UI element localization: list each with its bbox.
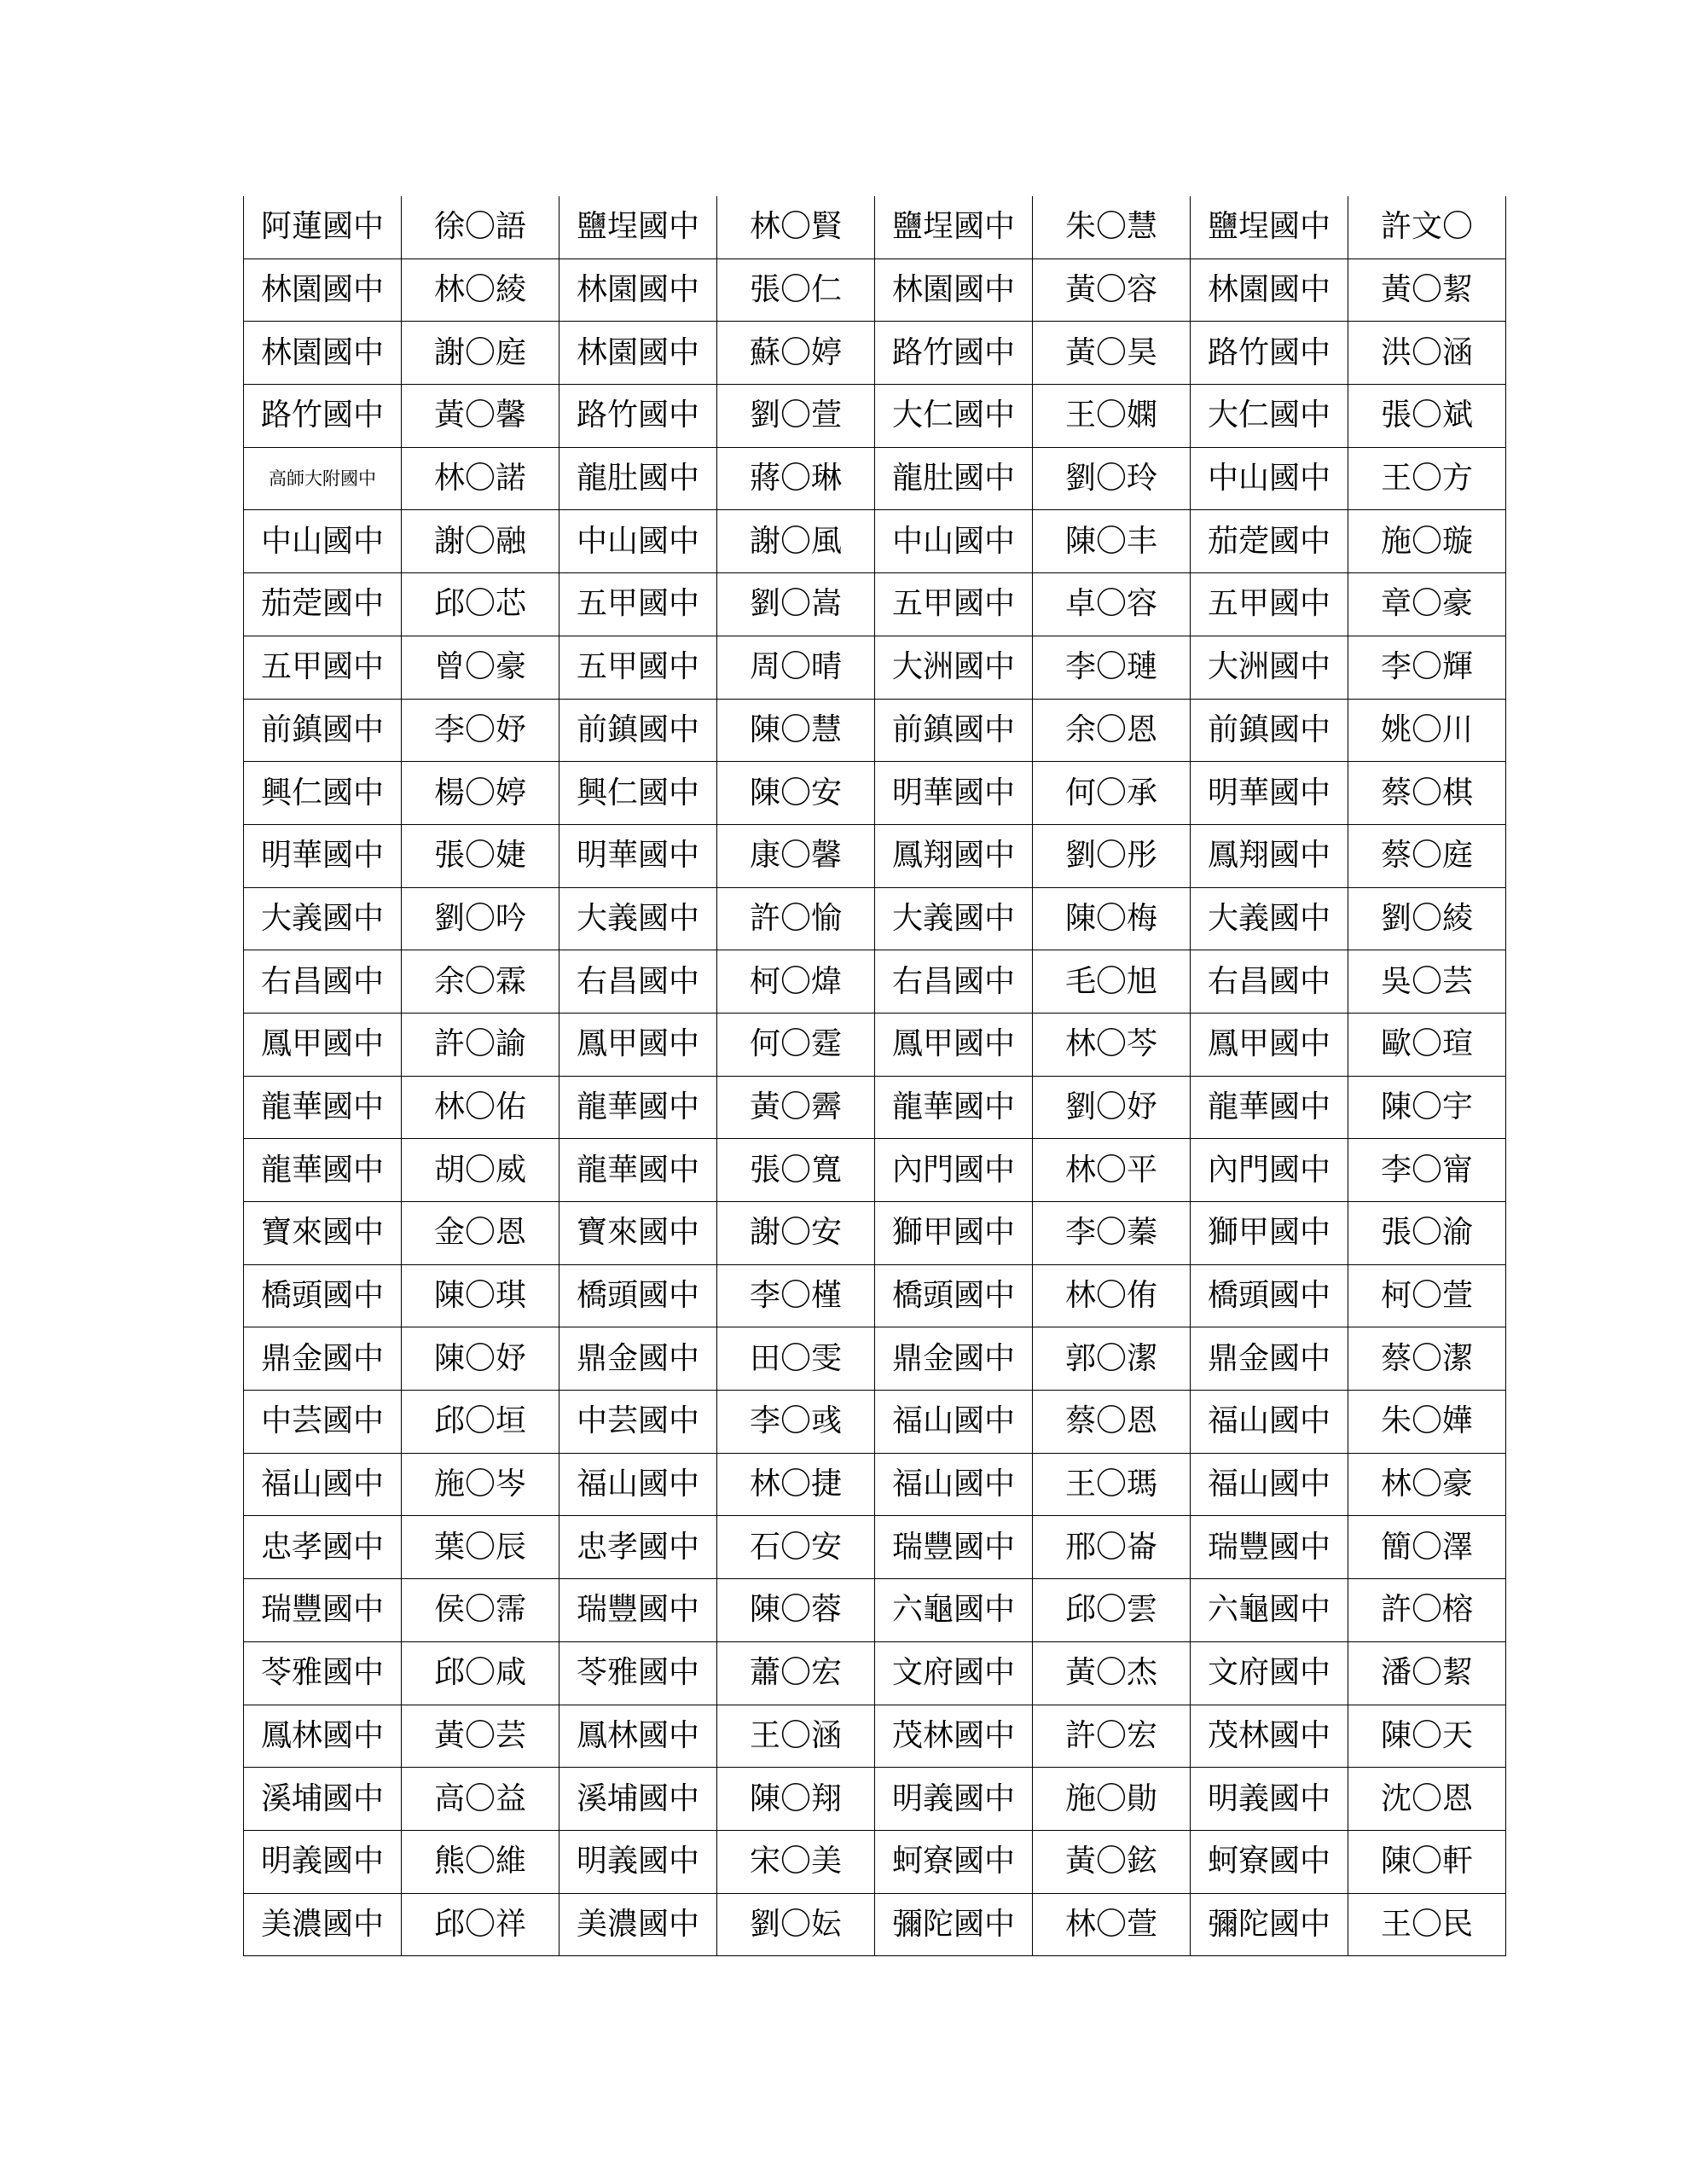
student-name-cell: 劉〇玲 <box>1033 447 1191 510</box>
student-name-cell: 劉〇妘 <box>717 1893 875 1956</box>
school-name-cell: 茄萣國中 <box>1191 510 1348 573</box>
student-name-cell: 蘇〇婷 <box>717 322 875 385</box>
student-name-cell: 蕭〇宏 <box>717 1641 875 1705</box>
school-name-cell: 大義國中 <box>1191 887 1348 950</box>
student-name-cell: 陳〇宇 <box>1348 1076 1506 1139</box>
student-name-cell: 章〇豪 <box>1348 573 1506 636</box>
student-name-cell: 謝〇融 <box>402 510 559 573</box>
student-name-cell: 張〇渝 <box>1348 1202 1506 1265</box>
student-name-cell: 李〇妤 <box>402 699 559 762</box>
student-name-cell: 康〇馨 <box>717 824 875 887</box>
student-name-cell: 邢〇崙 <box>1033 1516 1191 1579</box>
student-name-cell: 熊〇維 <box>402 1830 559 1893</box>
school-name-cell: 茂林國中 <box>1191 1705 1348 1768</box>
student-name-cell: 劉〇嵩 <box>717 573 875 636</box>
student-name-cell: 王〇瑪 <box>1033 1453 1191 1516</box>
student-name-cell: 陳〇軒 <box>1348 1830 1506 1893</box>
student-name-cell: 張〇斌 <box>1348 385 1506 448</box>
student-name-cell: 謝〇安 <box>717 1202 875 1265</box>
student-name-cell: 陳〇慧 <box>717 699 875 762</box>
school-name-cell: 明義國中 <box>244 1830 402 1893</box>
school-name-cell: 五甲國中 <box>559 636 717 699</box>
student-name-cell: 劉〇綾 <box>1348 887 1506 950</box>
school-name-cell: 鹽埕國中 <box>875 196 1033 258</box>
school-name-cell: 中山國中 <box>1191 447 1348 510</box>
school-name-cell: 路竹國中 <box>1191 322 1348 385</box>
school-name-cell: 鼎金國中 <box>559 1327 717 1391</box>
student-name-cell: 楊〇婷 <box>402 762 559 825</box>
table-row <box>244 824 1506 887</box>
school-name-cell: 鳳翔國中 <box>1191 824 1348 887</box>
school-name-cell: 內門國中 <box>875 1139 1033 1202</box>
student-name-cell: 劉〇妤 <box>1033 1076 1191 1139</box>
student-name-cell: 林〇賢 <box>717 196 875 258</box>
student-name-cell: 施〇岑 <box>402 1453 559 1516</box>
school-name-cell: 文府國中 <box>875 1641 1033 1705</box>
school-name-cell: 福山國中 <box>875 1391 1033 1454</box>
table-row <box>244 258 1506 322</box>
school-name-cell: 龍華國中 <box>559 1076 717 1139</box>
school-name-cell: 福山國中 <box>1191 1453 1348 1516</box>
school-name-cell: 寶來國中 <box>559 1202 717 1265</box>
school-name-cell: 大仁國中 <box>875 385 1033 448</box>
school-name-cell: 鳳翔國中 <box>875 824 1033 887</box>
school-name-cell: 路竹國中 <box>244 385 402 448</box>
school-name-cell: 鳳甲國中 <box>244 1013 402 1076</box>
student-name-cell: 卓〇容 <box>1033 573 1191 636</box>
student-name-cell: 邱〇垣 <box>402 1391 559 1454</box>
school-name-cell: 五甲國中 <box>1191 573 1348 636</box>
student-name-cell: 郭〇潔 <box>1033 1327 1191 1391</box>
student-name-cell: 陳〇梅 <box>1033 887 1191 950</box>
table-row <box>244 1579 1506 1642</box>
school-name-cell: 明華國中 <box>244 824 402 887</box>
table-row <box>244 1768 1506 1831</box>
student-name-cell: 石〇安 <box>717 1516 875 1579</box>
table-row <box>244 573 1506 636</box>
student-name-cell: 張〇仁 <box>717 258 875 322</box>
student-name-cell: 何〇承 <box>1033 762 1191 825</box>
table-row <box>244 1076 1506 1139</box>
student-name-cell: 沈〇恩 <box>1348 1768 1506 1831</box>
school-name-cell: 右昌國中 <box>875 950 1033 1014</box>
school-name-cell: 興仁國中 <box>244 762 402 825</box>
table-row <box>244 1391 1506 1454</box>
table-row <box>244 385 1506 448</box>
school-name-cell: 中山國中 <box>559 510 717 573</box>
table-row <box>244 1705 1506 1768</box>
student-name-cell: 邱〇咸 <box>402 1641 559 1705</box>
student-name-cell: 李〇璉 <box>1033 636 1191 699</box>
school-name-cell: 明華國中 <box>875 762 1033 825</box>
table-row <box>244 1830 1506 1893</box>
student-name-cell: 李〇蓁 <box>1033 1202 1191 1265</box>
student-name-cell: 黃〇杰 <box>1033 1641 1191 1705</box>
school-name-cell: 溪埔國中 <box>559 1768 717 1831</box>
student-name-cell: 余〇恩 <box>1033 699 1191 762</box>
student-name-cell: 高〇益 <box>402 1768 559 1831</box>
school-name-cell: 前鎮國中 <box>559 699 717 762</box>
school-name-cell: 中山國中 <box>875 510 1033 573</box>
school-name-cell: 鳳林國中 <box>559 1705 717 1768</box>
school-name-cell: 溪埔國中 <box>244 1768 402 1831</box>
student-name-cell: 侯〇霈 <box>402 1579 559 1642</box>
table-row <box>244 1202 1506 1265</box>
school-name-cell: 龍華國中 <box>244 1139 402 1202</box>
student-name-cell: 劉〇吟 <box>402 887 559 950</box>
student-name-cell: 劉〇彤 <box>1033 824 1191 887</box>
student-name-cell: 蔣〇琳 <box>717 447 875 510</box>
student-name-cell: 胡〇威 <box>402 1139 559 1202</box>
school-name-cell: 路竹國中 <box>559 385 717 448</box>
school-name-cell: 前鎮國中 <box>244 699 402 762</box>
student-name-cell: 黃〇芸 <box>402 1705 559 1768</box>
student-name-cell: 邱〇祥 <box>402 1893 559 1956</box>
student-name-cell: 李〇輝 <box>1348 636 1506 699</box>
student-name-cell: 蔡〇潔 <box>1348 1327 1506 1391</box>
school-name-cell: 瑞豐國中 <box>559 1579 717 1642</box>
school-name-cell: 中芸國中 <box>244 1391 402 1454</box>
student-name-cell: 張〇婕 <box>402 824 559 887</box>
school-name-cell: 大義國中 <box>559 887 717 950</box>
school-name-cell: 瑞豐國中 <box>875 1516 1033 1579</box>
student-name-cell: 陳〇安 <box>717 762 875 825</box>
school-name-cell: 右昌國中 <box>244 950 402 1014</box>
student-name-cell: 林〇佑 <box>402 1076 559 1139</box>
table-row <box>244 1139 1506 1202</box>
school-name-cell: 大洲國中 <box>875 636 1033 699</box>
student-name-cell: 林〇平 <box>1033 1139 1191 1202</box>
table-row <box>244 1327 1506 1391</box>
table-row <box>244 196 1506 258</box>
table-row <box>244 699 1506 762</box>
student-name-cell: 蔡〇棋 <box>1348 762 1506 825</box>
student-name-cell: 黃〇馨 <box>402 385 559 448</box>
school-name-cell: 龍華國中 <box>875 1076 1033 1139</box>
school-name-cell: 美濃國中 <box>244 1893 402 1956</box>
table-row <box>244 636 1506 699</box>
school-name-cell: 鼎金國中 <box>244 1327 402 1391</box>
school-name-cell: 蚵寮國中 <box>875 1830 1033 1893</box>
school-name-cell: 中山國中 <box>244 510 402 573</box>
school-name-cell: 橋頭國中 <box>875 1264 1033 1327</box>
table-row <box>244 950 1506 1014</box>
school-name-cell: 五甲國中 <box>559 573 717 636</box>
student-name-cell: 葉〇辰 <box>402 1516 559 1579</box>
student-name-cell: 許〇諭 <box>402 1013 559 1076</box>
school-name-cell: 六龜國中 <box>1191 1579 1348 1642</box>
school-name-cell: 茂林國中 <box>875 1705 1033 1768</box>
school-name-cell: 明義國中 <box>559 1830 717 1893</box>
student-name-cell: 李〇槿 <box>717 1264 875 1327</box>
student-name-cell: 柯〇煒 <box>717 950 875 1014</box>
student-name-cell: 許〇宏 <box>1033 1705 1191 1768</box>
school-name-cell: 明華國中 <box>559 824 717 887</box>
school-name-cell: 興仁國中 <box>559 762 717 825</box>
school-name-cell: 福山國中 <box>559 1453 717 1516</box>
student-name-cell: 許〇榕 <box>1348 1579 1506 1642</box>
student-name-cell: 曾〇豪 <box>402 636 559 699</box>
student-name-cell: 余〇霖 <box>402 950 559 1014</box>
student-name-cell: 黃〇霽 <box>717 1076 875 1139</box>
student-name-cell: 林〇侑 <box>1033 1264 1191 1327</box>
school-name-cell: 右昌國中 <box>1191 950 1348 1014</box>
student-name-cell: 陳〇琪 <box>402 1264 559 1327</box>
student-name-cell: 黃〇絜 <box>1348 258 1506 322</box>
student-name-cell: 林〇豪 <box>1348 1453 1506 1516</box>
student-name-cell: 洪〇涵 <box>1348 322 1506 385</box>
school-name-cell: 鳳林國中 <box>244 1705 402 1768</box>
school-name-cell: 寶來國中 <box>244 1202 402 1265</box>
student-name-cell: 林〇綾 <box>402 258 559 322</box>
student-roster-table <box>243 196 1506 1956</box>
student-name-cell: 何〇霆 <box>717 1013 875 1076</box>
school-name-cell: 鹽埕國中 <box>1191 196 1348 258</box>
student-name-cell: 施〇勛 <box>1033 1768 1191 1831</box>
student-name-cell: 簡〇澤 <box>1348 1516 1506 1579</box>
student-name-cell: 李〇彧 <box>717 1391 875 1454</box>
school-name-cell: 大仁國中 <box>1191 385 1348 448</box>
student-name-cell: 姚〇川 <box>1348 699 1506 762</box>
school-name-cell: 大義國中 <box>244 887 402 950</box>
table-row <box>244 1893 1506 1956</box>
school-name-cell: 林園國中 <box>875 258 1033 322</box>
table-row <box>244 1453 1506 1516</box>
student-name-cell: 宋〇美 <box>717 1830 875 1893</box>
table-row <box>244 1013 1506 1076</box>
student-name-cell: 朱〇嬅 <box>1348 1391 1506 1454</box>
school-name-cell: 獅甲國中 <box>1191 1202 1348 1265</box>
student-name-cell: 黃〇容 <box>1033 258 1191 322</box>
student-name-cell: 王〇嫻 <box>1033 385 1191 448</box>
school-name-cell: 橋頭國中 <box>559 1264 717 1327</box>
student-name-cell: 林〇芩 <box>1033 1013 1191 1076</box>
school-name-cell: 大義國中 <box>875 887 1033 950</box>
student-name-cell: 柯〇萱 <box>1348 1264 1506 1327</box>
school-name-cell: 右昌國中 <box>559 950 717 1014</box>
school-name-cell: 忠孝國中 <box>244 1516 402 1579</box>
table-row <box>244 762 1506 825</box>
school-name-cell: 福山國中 <box>244 1453 402 1516</box>
table-row <box>244 447 1506 510</box>
student-name-cell: 李〇甯 <box>1348 1139 1506 1202</box>
student-name-cell: 陳〇天 <box>1348 1705 1506 1768</box>
school-name-cell: 五甲國中 <box>875 573 1033 636</box>
school-name-cell: 明義國中 <box>1191 1768 1348 1831</box>
student-name-cell: 王〇涵 <box>717 1705 875 1768</box>
school-name-cell: 明義國中 <box>875 1768 1033 1831</box>
school-name-cell: 內門國中 <box>1191 1139 1348 1202</box>
school-name-cell: 龍肚國中 <box>559 447 717 510</box>
student-name-cell: 陳〇丰 <box>1033 510 1191 573</box>
student-name-cell: 施〇璇 <box>1348 510 1506 573</box>
school-name-cell: 中芸國中 <box>559 1391 717 1454</box>
student-name-cell: 陳〇翔 <box>717 1768 875 1831</box>
school-name-cell: 苓雅國中 <box>559 1641 717 1705</box>
table-row <box>244 510 1506 573</box>
student-name-cell: 許文〇 <box>1348 196 1506 258</box>
school-name-cell: 阿蓮國中 <box>244 196 402 258</box>
student-name-cell: 朱〇慧 <box>1033 196 1191 258</box>
school-name-cell: 鼎金國中 <box>875 1327 1033 1391</box>
student-name-cell: 蔡〇恩 <box>1033 1391 1191 1454</box>
student-name-cell: 邱〇芯 <box>402 573 559 636</box>
student-name-cell: 黃〇昊 <box>1033 322 1191 385</box>
school-name-cell: 瑞豐國中 <box>244 1579 402 1642</box>
table-row <box>244 1516 1506 1579</box>
school-name-cell: 林園國中 <box>559 258 717 322</box>
student-name-cell: 黃〇鉉 <box>1033 1830 1191 1893</box>
school-name-cell: 鳳甲國中 <box>875 1013 1033 1076</box>
school-name-cell: 林園國中 <box>244 258 402 322</box>
student-name-cell: 張〇寬 <box>717 1139 875 1202</box>
school-name-cell: 龍華國中 <box>1191 1076 1348 1139</box>
student-name-cell: 許〇愉 <box>717 887 875 950</box>
school-name-cell: 鳳甲國中 <box>559 1013 717 1076</box>
student-name-cell: 林〇萱 <box>1033 1893 1191 1956</box>
student-name-cell: 林〇捷 <box>717 1453 875 1516</box>
school-name-cell: 鼎金國中 <box>1191 1327 1348 1391</box>
school-name-cell: 鹽埕國中 <box>559 196 717 258</box>
school-name-cell: 彌陀國中 <box>1191 1893 1348 1956</box>
student-name-cell: 林〇諾 <box>402 447 559 510</box>
school-name-cell: 茄萣國中 <box>244 573 402 636</box>
school-name-cell: 橋頭國中 <box>1191 1264 1348 1327</box>
table-row <box>244 1641 1506 1705</box>
school-name-cell: 福山國中 <box>1191 1391 1348 1454</box>
student-name-cell: 周〇晴 <box>717 636 875 699</box>
student-name-cell: 謝〇庭 <box>402 322 559 385</box>
student-name-cell: 陳〇蓉 <box>717 1579 875 1642</box>
school-name-cell: 瑞豐國中 <box>1191 1516 1348 1579</box>
table-row <box>244 887 1506 950</box>
student-name-cell: 吳〇芸 <box>1348 950 1506 1014</box>
student-name-cell: 陳〇妤 <box>402 1327 559 1391</box>
student-name-cell: 歐〇瑄 <box>1348 1013 1506 1076</box>
school-name-cell: 前鎮國中 <box>875 699 1033 762</box>
student-name-cell: 田〇雯 <box>717 1327 875 1391</box>
student-name-cell: 毛〇旭 <box>1033 950 1191 1014</box>
school-name-cell: 五甲國中 <box>244 636 402 699</box>
school-name-cell: 苓雅國中 <box>244 1641 402 1705</box>
school-name-cell: 橋頭國中 <box>244 1264 402 1327</box>
school-name-cell: 林園國中 <box>1191 258 1348 322</box>
school-name-cell: 六龜國中 <box>875 1579 1033 1642</box>
school-name-cell: 龍華國中 <box>244 1076 402 1139</box>
school-name-cell: 彌陀國中 <box>875 1893 1033 1956</box>
school-name-cell: 鳳甲國中 <box>1191 1013 1348 1076</box>
student-name-cell: 邱〇雲 <box>1033 1579 1191 1642</box>
school-name-cell: 美濃國中 <box>559 1893 717 1956</box>
student-name-cell: 金〇恩 <box>402 1202 559 1265</box>
school-name-cell: 福山國中 <box>875 1453 1033 1516</box>
school-name-cell: 林園國中 <box>244 322 402 385</box>
school-name-cell: 路竹國中 <box>875 322 1033 385</box>
table-row <box>244 322 1506 385</box>
student-name-cell: 王〇方 <box>1348 447 1506 510</box>
school-name-cell: 林園國中 <box>559 322 717 385</box>
student-name-cell: 劉〇萱 <box>717 385 875 448</box>
school-name-cell: 高師大附國中 <box>244 447 402 510</box>
school-name-cell: 忠孝國中 <box>559 1516 717 1579</box>
school-name-cell: 明華國中 <box>1191 762 1348 825</box>
student-name-cell: 潘〇絜 <box>1348 1641 1506 1705</box>
school-name-cell: 前鎮國中 <box>1191 699 1348 762</box>
table-row <box>244 1264 1506 1327</box>
school-name-cell: 大洲國中 <box>1191 636 1348 699</box>
school-name-cell: 獅甲國中 <box>875 1202 1033 1265</box>
school-name-cell: 龍華國中 <box>559 1139 717 1202</box>
school-name-cell: 文府國中 <box>1191 1641 1348 1705</box>
student-name-cell: 王〇民 <box>1348 1893 1506 1956</box>
school-name-cell: 蚵寮國中 <box>1191 1830 1348 1893</box>
student-name-cell: 謝〇風 <box>717 510 875 573</box>
school-name-cell: 龍肚國中 <box>875 447 1033 510</box>
student-name-cell: 蔡〇庭 <box>1348 824 1506 887</box>
student-name-cell: 徐〇語 <box>402 196 559 258</box>
